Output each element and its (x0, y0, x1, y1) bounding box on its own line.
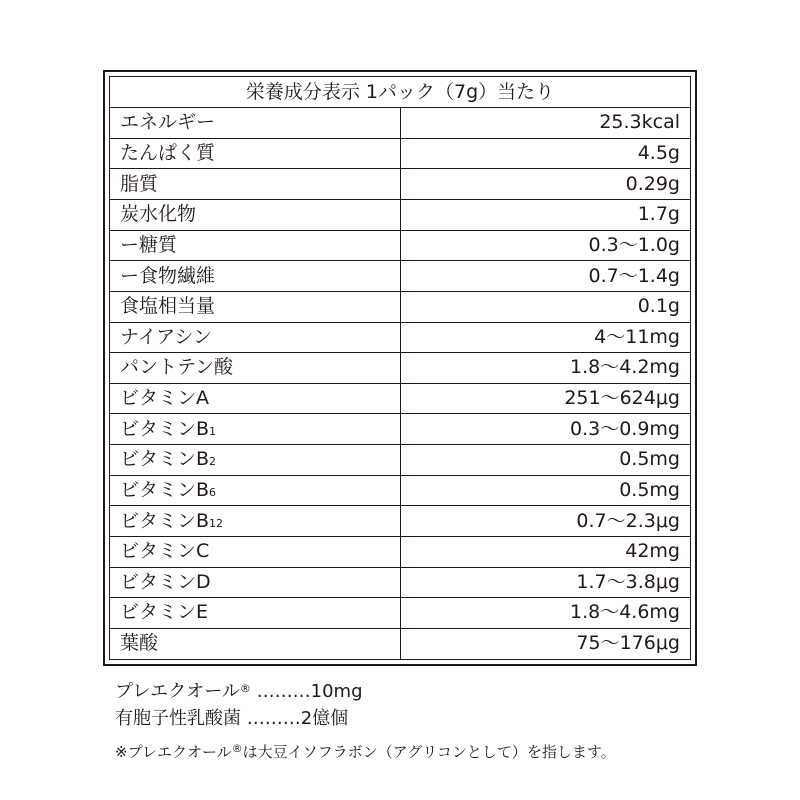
nutrient-value: 4〜11mg (400, 322, 690, 353)
table-row (110, 230, 690, 261)
table-row (110, 506, 690, 537)
nutrient-name: 葉酸 (110, 628, 400, 659)
nutrient-name: ナイアシン (110, 322, 400, 353)
nutrient-value: 0.7〜2.3μg (400, 506, 690, 537)
nutrient-name: エネルギー (110, 108, 400, 139)
nutrient-value: 0.7〜1.4g (400, 261, 690, 292)
notes (115, 674, 755, 764)
nutrient-value: 0.5mg (400, 475, 690, 506)
table-row (110, 475, 690, 506)
table-row (110, 598, 690, 629)
nutrient-value: 0.29g (400, 169, 690, 200)
table-row (110, 108, 690, 139)
nutrient-value: 1.8〜4.2mg (400, 353, 690, 384)
nutrient-name: ビタミンB1 (110, 414, 400, 445)
table-row (110, 628, 690, 659)
table-row (110, 200, 690, 231)
subscript: 6 (209, 485, 217, 499)
table-row (110, 169, 690, 200)
nutrient-value: 251〜624μg (400, 383, 690, 414)
table-row (110, 353, 690, 384)
registered-mark: ® (239, 682, 251, 695)
nutrition-facts-inner-frame (109, 76, 691, 660)
nutrient-name: パントテン酸 (110, 353, 400, 384)
nutrient-value: 0.3〜1.0g (400, 230, 690, 261)
nutrient-name: ビタミンB6 (110, 475, 400, 506)
nutrient-value: 75〜176μg (400, 628, 690, 659)
table-row (110, 322, 690, 353)
registered-mark: ® (231, 742, 243, 755)
nutrient-name: ー食物繊維 (110, 261, 400, 292)
note-pre-equol: プレエクオール® ………10mg (115, 681, 363, 702)
nutrient-name: 脂質 (110, 169, 400, 200)
nutrient-value: 1.7g (400, 200, 690, 231)
nutrition-table (110, 77, 690, 659)
table-row (110, 445, 690, 476)
nutrient-value: 0.5mg (400, 445, 690, 476)
note-footnote: ※プレエクオール®は大豆イソフラボン（アグリコンとして）を指します。 (115, 742, 616, 761)
subscript: 12 (209, 516, 224, 530)
table-row (110, 261, 690, 292)
subscript: 2 (209, 455, 217, 469)
table-row (110, 291, 690, 322)
nutrient-value: 42mg (400, 536, 690, 567)
nutrient-name: ビタミンA (110, 383, 400, 414)
nutrient-value: 0.3〜0.9mg (400, 414, 690, 445)
nutrient-value: 1.7〜3.8μg (400, 567, 690, 598)
table-title: 栄養成分表示 1パック（7g）当たり (110, 77, 690, 108)
nutrient-name: ー糖質 (110, 230, 400, 261)
nutrient-name: ビタミンE (110, 598, 400, 629)
nutrient-name: ビタミンB2 (110, 445, 400, 476)
nutrient-value: 0.1g (400, 291, 690, 322)
table-row (110, 383, 690, 414)
nutrient-name: ビタミンC (110, 536, 400, 567)
subscript: 1 (209, 424, 217, 438)
table-title-row (110, 77, 690, 108)
note-lactic-acid-bacteria: 有胞子性乳酸菌 ………2億個 (115, 708, 349, 729)
nutrient-name: 炭水化物 (110, 200, 400, 231)
table-row (110, 414, 690, 445)
nutrient-name: たんぱく質 (110, 138, 400, 169)
table-row (110, 567, 690, 598)
nutrient-value: 4.5g (400, 138, 690, 169)
table-row (110, 536, 690, 567)
nutrient-name: 食塩相当量 (110, 291, 400, 322)
nutrient-value: 25.3kcal (400, 108, 690, 139)
nutrient-name: ビタミンB12 (110, 506, 400, 537)
nutrition-facts-panel (103, 70, 697, 666)
table-row (110, 138, 690, 169)
nutrient-value: 1.8〜4.6mg (400, 598, 690, 629)
nutrient-name: ビタミンD (110, 567, 400, 598)
